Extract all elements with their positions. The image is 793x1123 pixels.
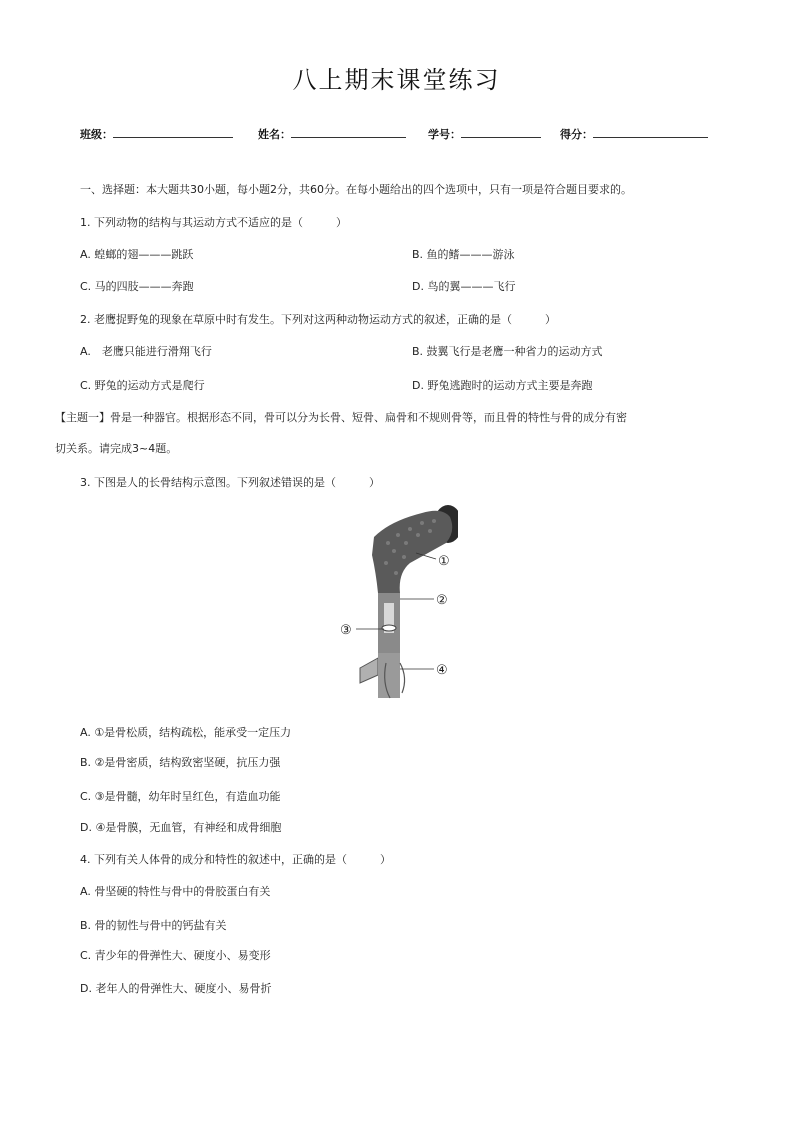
question-3-stem: 3. 下图是人的长骨结构示意图。下列叙述错误的是（ ） [80, 476, 380, 489]
class-field [80, 126, 233, 142]
question-1-option-b[interactable]: B. 鱼的鳍———游泳 [412, 248, 515, 261]
question-3-option-a[interactable]: A. ①是骨松质，结构疏松，能承受一定压力 [80, 726, 292, 739]
label-2: ② [436, 593, 448, 608]
question-4-option-d[interactable]: D. 老年人的骨弹性大、硬度小、易骨折 [80, 982, 272, 995]
topic-line-1: 【主题一】骨是一种器官。根据形态不同，骨可以分为长骨、短骨、扁骨和不规则骨等，而且骨的特性与骨的成分有密 [55, 411, 627, 424]
question-2-stem: 2. 老鹰捉野兔的现象在草原中时有发生。下列对这两种动物运动方式的叙述，正确的是（ ） [80, 313, 556, 326]
question-1-stem: 1. 下列动物的结构与其运动方式不适应的是（ ） [80, 216, 347, 229]
score-label: 得分： [560, 128, 593, 141]
question-3-option-d[interactable]: D. ④是骨膜，无血管，有神经和成骨细胞 [80, 821, 282, 834]
question-4-option-b[interactable]: B. 骨的韧性与骨中的钙盐有关 [80, 919, 227, 932]
question-1-option-c[interactable]: C. 马的四肢———奔跑 [80, 280, 194, 293]
question-3-option-b[interactable]: B. ②是骨密质，结构致密坚硬，抗压力强 [80, 756, 281, 769]
id-label: 学号： [428, 128, 461, 141]
question-4-option-c[interactable]: C. 青少年的骨弹性大、硬度小、易变形 [80, 949, 271, 962]
bone-lower-shaft [378, 653, 400, 698]
periosteum-flap [360, 658, 378, 683]
name-field [258, 126, 406, 142]
label-1: ① [438, 554, 450, 569]
label-4: ④ [436, 663, 448, 678]
question-2-option-c[interactable]: C. 野兔的运动方式是爬行 [80, 379, 205, 392]
score-field [560, 126, 708, 142]
score-blank[interactable] [593, 127, 708, 138]
question-2-option-a[interactable]: A. 老鹰只能进行滑翔飞行 [80, 345, 212, 358]
marrow-cross-section [382, 625, 396, 631]
question-4-stem: 4. 下列有关人体骨的成分和特性的叙述中，正确的是（ ） [80, 853, 391, 866]
question-1-option-a[interactable]: A. 蝗螂的翅———跳跃 [80, 248, 194, 261]
class-label: 班级： [80, 128, 113, 141]
id-field [428, 126, 541, 142]
label-3: ③ [340, 623, 352, 638]
long-bone-diagram [338, 503, 458, 703]
question-3-option-c[interactable]: C. ③是骨髓，幼年时呈红色，有造血功能 [80, 790, 281, 803]
name-label: 姓名： [258, 128, 291, 141]
id-blank[interactable] [461, 127, 541, 138]
name-blank[interactable] [291, 127, 406, 138]
question-2-option-b[interactable]: B. 鼓翼飞行是老鹰一种省力的运动方式 [412, 345, 603, 358]
periosteum-edge [400, 663, 405, 693]
question-2-option-d[interactable]: D. 野兔逃跑时的运动方式主要是奔跑 [412, 379, 593, 392]
page-title: 八上期末课堂练习 [292, 66, 501, 94]
class-blank[interactable] [113, 127, 233, 138]
question-4-option-a[interactable]: A. 骨坚硬的特性与骨中的骨胶蛋白有关 [80, 885, 271, 898]
question-1-option-d[interactable]: D. 鸟的翼———飞行 [412, 280, 516, 293]
section-header: 一、选择题：本大题共30小题，每小题2分，共60分。在每小题给出的四个选项中，只有一项是符合题目要求的。 [80, 183, 632, 196]
topic-line-2: 切关系。请完成3~4题。 [55, 442, 178, 455]
